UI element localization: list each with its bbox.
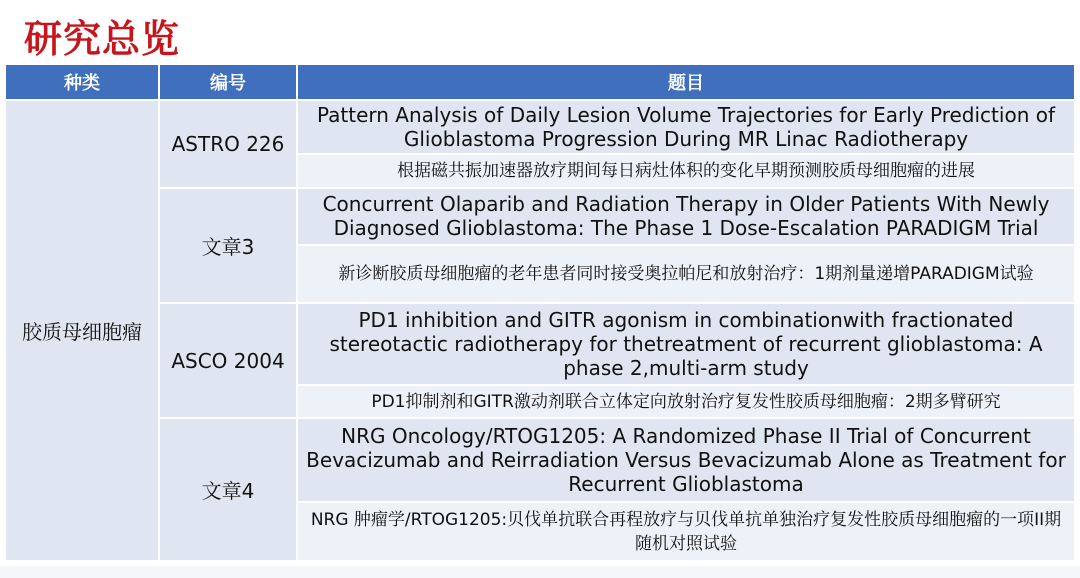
- id-cell: 文章4: [159, 418, 297, 561]
- title-en-cell: PD1 inhibition and GITR agonism in combinationwith fractionated stereotactic radiotherapy for thetreatment of recurrent glioblastoma: A phase 2,multi-arm study: [297, 303, 1075, 385]
- id-cell: ASCO 2004: [159, 303, 297, 418]
- table-row: [5, 418, 1075, 502]
- table-row: [5, 100, 1075, 154]
- table-row: [5, 188, 1075, 245]
- title-zh-cell: 根据磁共振加速器放疗期间每日病灶体积的变化早期预测胶质母细胞瘤的进展: [297, 154, 1075, 188]
- id-cell: ASTRO 226: [159, 100, 297, 188]
- bottom-bar: [0, 566, 1080, 578]
- header-title: 题目: [297, 64, 1075, 100]
- title-zh-cell: 新诊断胶质母细胞瘤的老年患者同时接受奥拉帕尼和放射治疗：1期剂量递增PARADIGM试验: [297, 245, 1075, 304]
- header-category: 种类: [5, 64, 159, 100]
- title-zh-cell: PD1抑制剂和GITR激动剂联合立体定向放射治疗复发性胶质母细胞瘤：2期多臂研究: [297, 385, 1075, 419]
- title-en-cell: Pattern Analysis of Daily Lesion Volume Trajectories for Early Prediction of Glioblastoma Progression During MR Linac Radiotherapy: [297, 100, 1075, 154]
- header-id: 编号: [159, 64, 297, 100]
- title-en-cell: NRG Oncology/RTOG1205: A Randomized Phase II Trial of Concurrent Bevacizumab and Reirradiation Versus Bevacizumab Alone as Treatment for Recurrent Glioblastoma: [297, 418, 1075, 502]
- title-zh-cell: NRG 肿瘤学/RTOG1205:贝伐单抗联合再程放疗与贝伐单抗单独治疗复发性胶质母细胞瘤的一项II期随机对照试验: [297, 502, 1075, 561]
- id-cell: 文章3: [159, 188, 297, 303]
- table-header-row: [5, 64, 1075, 100]
- research-table: [4, 63, 1076, 562]
- table-row: [5, 303, 1075, 385]
- page-title: 研究总览: [24, 17, 181, 61]
- category-cell: 胶质母细胞瘤: [5, 100, 159, 561]
- title-en-cell: Concurrent Olaparib and Radiation Therapy in Older Patients With Newly Diagnosed Glioblastoma: The Phase 1 Dose-Escalation PARADIGM Trial: [297, 188, 1075, 245]
